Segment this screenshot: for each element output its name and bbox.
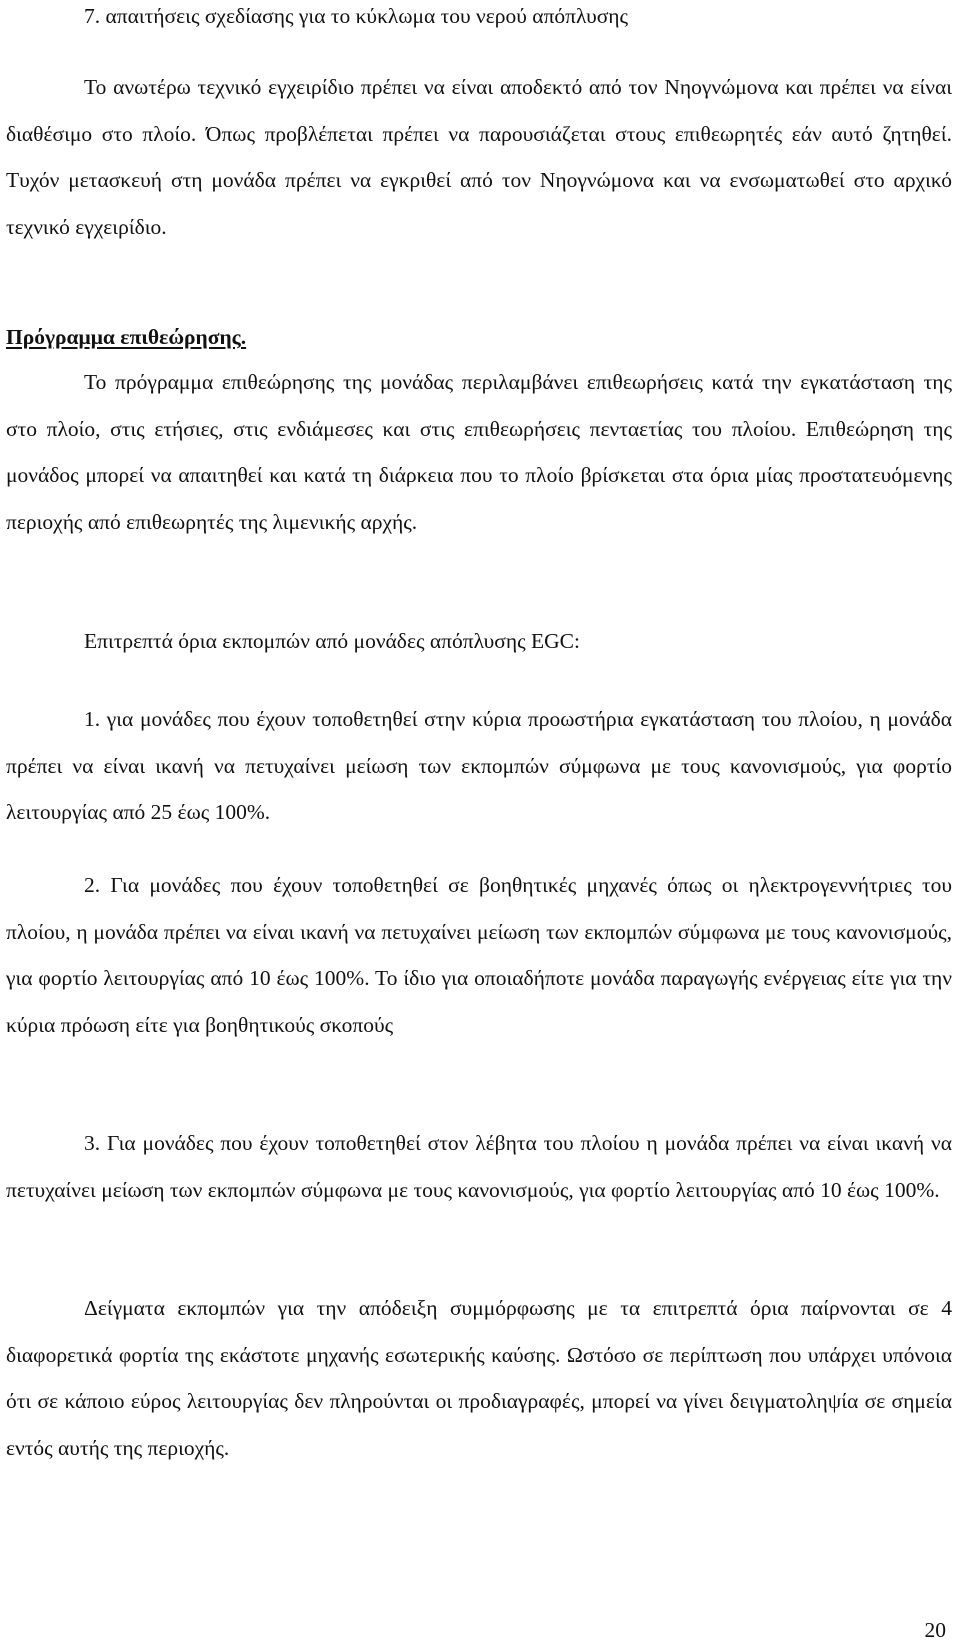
inspection-title-line	[6, 322, 952, 352]
list-item-3: 3. Για μονάδες που έχουν τοποθετηθεί στον λέβητα του πλοίου η μονάδα πρέπει να είναι ικανή να πετυχαίνει μείωση των εκπομπών σύμφωνα με τους κανονισμούς, για φορτίο λειτουργίας από 10 έως 100%.	[6, 1131, 952, 1202]
list-item-2: 2. Για μονάδες που έχουν τοποθετηθεί σε βοηθητικές μηχανές όπως οι ηλεκτρογεννήτριες του πλοίου, η μονάδα πρέπει να είναι ικανή να πετυχαίνει μείωση των εκπομπών σύμφωνα με τους κανονισμούς, για φορτίο λειτουργίας από 10 έως 100%. Το ίδιο για οποιαδήποτε μονάδα παραγωγής ενέργειας είτε για την κύρια πρόωση είτε για βοηθητικούς σκοπούς	[6, 873, 952, 1037]
limits-heading: Επιτρεπτά όρια εκπομπών από μονάδες απόπλυσης EGC:	[84, 629, 580, 653]
paragraph-manual: Το ανωτέρω τεχνικό εγχειρίδιο πρέπει να είναι αποδεκτό από τον Νηογνώμονα και πρέπει να είναι διαθέσιμο στο πλοίο. Όπως προβλέπεται πρέπει να παρουσιάζεται στους επιθεωρητές εάν αυτό ζητηθεί. Τυχόν μετασκευή στη μονάδα πρέπει να εγκριθεί από τον Νηογνώμονα και να ενσωματωθεί στο αρχικό τεχνικό εγχειρίδιο.	[6, 75, 952, 239]
paragraph-inspection: Το πρόγραμμα επιθεώρησης της μονάδας περιλαμβάνει επιθεωρήσεις κατά την εγκατάσταση της στο πλοίο, στις ετήσιες, στις ενδιάμεσες και στις επιθεωρήσεις πενταετίας του πλοίου. Επιθεώρηση της μονάδος μπορεί να απαιτηθεί και κατά τη διάρκεια που το πλοίο βρίσκεται στα όρια μίας προστατευόμενης περιοχής από επιθεωρητές της λιμενικής αρχής.	[6, 370, 952, 534]
page-number: 20	[924, 1618, 946, 1642]
inspection-title: Πρόγραμμα επιθεώρησης.	[6, 325, 247, 349]
paragraph-samples: Δείγματα εκπομπών για την απόδειξη συμμόρφωσης με τα επιτρεπτά όρια παίρνονται σε 4 διαφορετικά φορτία της εκάστοτε μηχανής εσωτερικής καύσης. Ωστόσο σε περίπτωση που υπάρχει υπόνοια ότι σε κάποιο εύρος λειτουργίας δεν πληρούνται οι προδιαγραφές, μπορεί να γίνει δειγματοληψία σε σημεία εντός αυτής της περιοχής.	[6, 1296, 952, 1460]
list-item-1: 1. για μονάδες που έχουν τοποθετηθεί στην κύρια προωστήρια εγκατάσταση του πλοίου, η μονάδα πρέπει να είναι ικανή να πετυχαίνει μείωση των εκπομπών σύμφωνα με τους κανονισμούς, για φορτίο λειτουργίας από 25 έως 100%.	[6, 707, 952, 824]
section-heading: 7. απαιτήσεις σχεδίασης για το κύκλωμα του νερού απόπλυσης	[84, 4, 629, 28]
